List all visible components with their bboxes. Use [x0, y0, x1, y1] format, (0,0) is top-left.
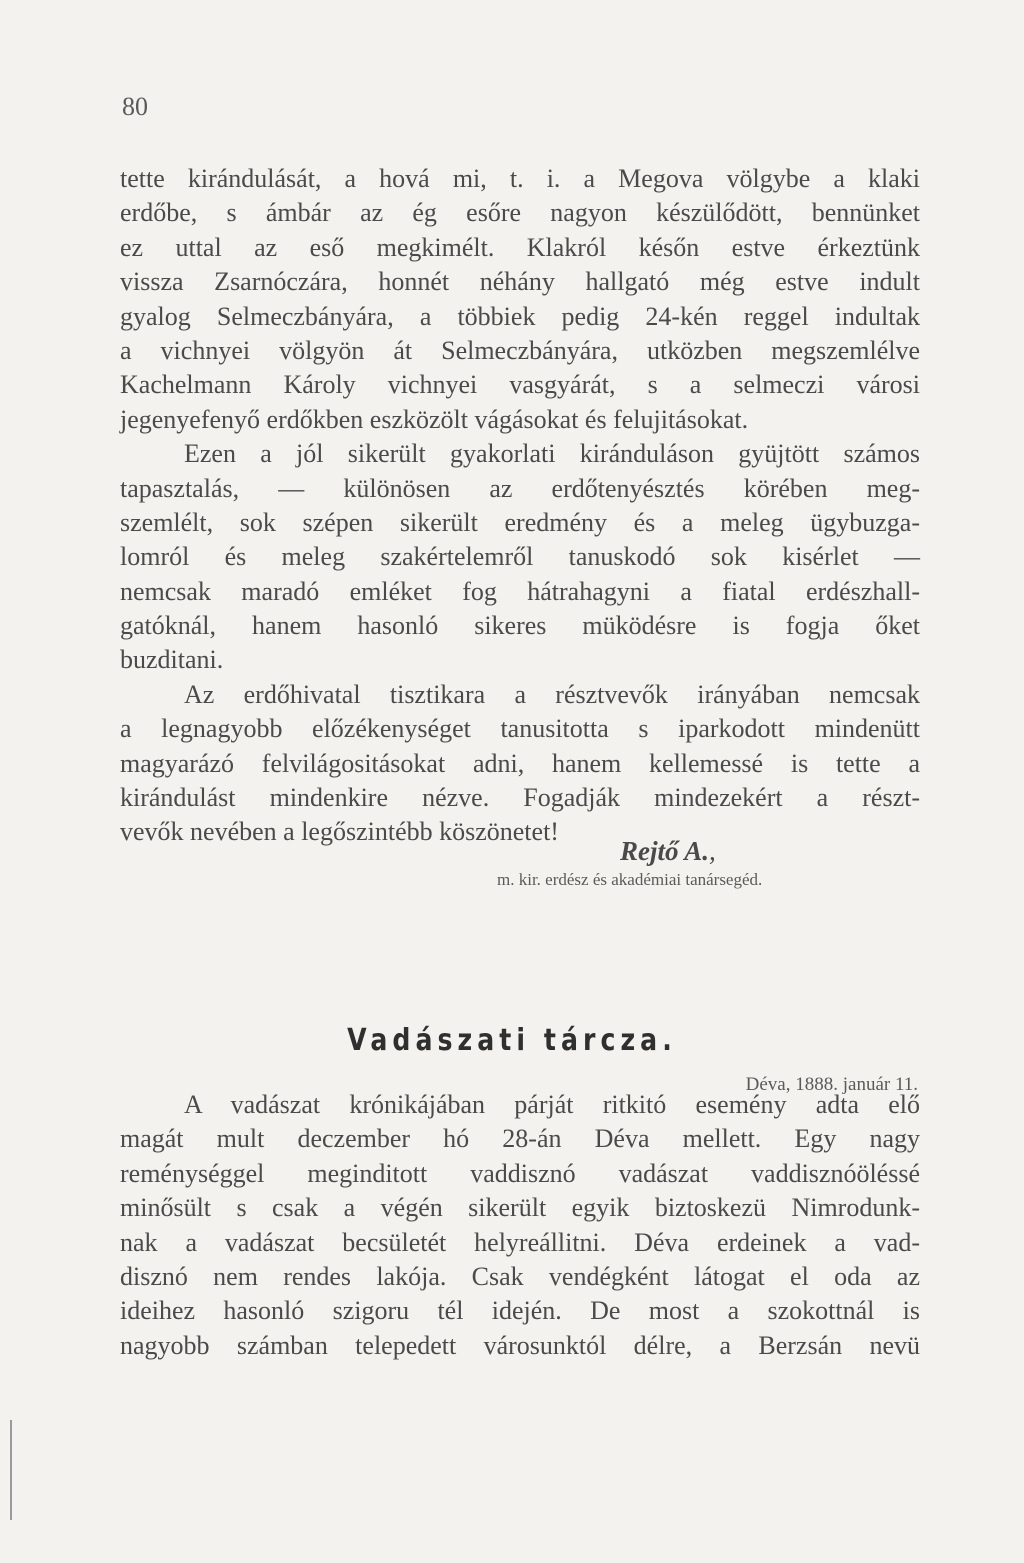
text-line: nagyobb számban telepedett városunktól délre, a Berzsán nevü — [120, 1330, 920, 1360]
text-line: buzditani. — [120, 645, 224, 675]
scan-edge-mark — [10, 1420, 12, 1520]
text-line: gyalog Selmeczbányára, a többiek pedig 24-kén reggel indultak — [120, 301, 920, 331]
text-line: magát mult deczember hó 28-án Déva mellett. Egy nagy — [120, 1124, 920, 1154]
signature-name: Rejtő A. — [620, 836, 710, 866]
text-line: lomról és meleg szakértelemről tanuskodó sok kisérlet — — [120, 542, 920, 572]
text-line: kirándulást mindenkire nézve. Fogadják mindezekért a részt- — [120, 783, 920, 813]
text-line: minősült s csak a végén sikerült egyik biztoskezü Nimrodunk- — [120, 1193, 920, 1223]
section-heading: Vadászati tárcza. — [347, 1023, 677, 1058]
text-line: disznó nem rendes lakója. Csak vendégként látogat el oda az — [120, 1261, 920, 1291]
text-line: erdőbe, s ámbár az ég esőre nagyon készülődött, bennünket — [120, 198, 920, 228]
article2-body — [120, 1088, 920, 1363]
text-line: gatóknál, hanem hasonló sikeres müködésre is fogja őket — [120, 611, 920, 641]
text-line: vissza Zsarnóczára, honnét néhány hallgató még estve indult — [120, 267, 920, 297]
page-number: 80 — [122, 92, 148, 121]
text-line: a legnagyobb előzékenységet tanusitotta s iparkodott mindenütt — [120, 714, 920, 744]
text-line: Kachelmann Károly vichnyei vasgyárát, s a selmeczi városi — [120, 370, 920, 400]
text-line: nemcsak maradó emléket fog hátrahagyni a fiatal erdészhall- — [120, 576, 920, 606]
text-line: szemlélt, sok szépen sikerült eredmény és a meleg ügybuzga- — [120, 507, 920, 537]
text-line: ez uttal az eső megkimélt. Klakról későn estve érkeztünk — [120, 232, 920, 262]
signature-suffix: , — [709, 836, 716, 866]
text-line: nak a vadászat becsületét helyreállitni. Déva erdeinek a vad- — [120, 1227, 920, 1257]
paragraph-start-line: Ezen a jól sikerült gyakorlati kiránduláson gyüjtött számos — [184, 439, 920, 469]
article-body — [120, 162, 920, 850]
text-line: tette kirándulását, a hová mi, t. i. a Megova völgybe a klaki — [120, 164, 920, 193]
text-line: magyarázó felvilágositásokat adni, hanem kellemessé is tette a — [120, 748, 920, 778]
text-line: vevők nevében a legőszintébb köszönetet! — [120, 817, 559, 847]
paragraph-start-line: Az erdőhivatal tisztikara a résztvevők irányában nemcsak — [184, 679, 920, 709]
dateline: Déva, 1888. január 11. — [745, 1074, 918, 1095]
text-line: reménységgel meginditott vaddisznó vadászat vaddisznóöléssé — [120, 1158, 920, 1188]
text-line: jegenyefenyő erdőkben eszközölt vágásokat és felujitásokat. — [120, 404, 749, 434]
text-line: tapasztalás, — különösen az erdőtenyésztés körében meg- — [120, 473, 920, 503]
text-line: a vichnyei völgyön át Selmeczbányára, utközben megszemlélve — [120, 335, 920, 365]
signature — [620, 836, 716, 867]
signature-title: m. kir. erdész és akadémiai tanársegéd. — [497, 870, 763, 889]
paragraph-start-line: A vadászat krónikájában párját ritkitó esemény adta elő — [184, 1090, 920, 1119]
text-line: ideihez hasonló szigoru tél idején. De most a szokottnál is — [120, 1296, 920, 1326]
